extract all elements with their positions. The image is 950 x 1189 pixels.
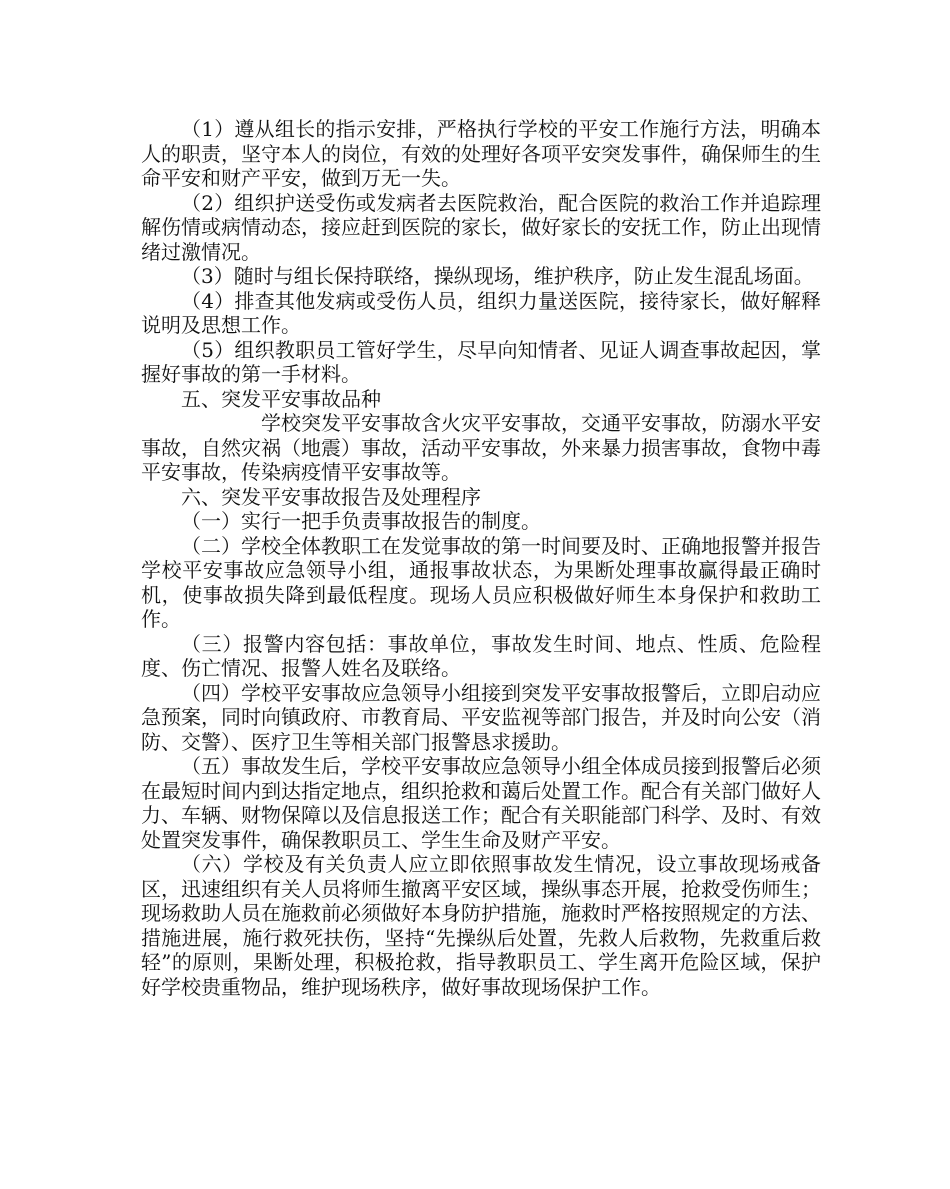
paragraph-duty-2: （2）组织护送受伤或发病者去医院救治，配合医院的救治工作并追踪理解伤情或病情动态，接应赶到医院的家长，做好家长的安抚工作，防止出现情绪过激情况。 — [141, 190, 821, 264]
paragraph-procedure-5: （五）事故发生后，学校平安事故应急领导小组全体成员接到报警后必须在最短时间内到达指定地点，组织抢救和蔼后处置工作。配合有关部门做好人力、车辆、财物保障以及信息报送工作；配合有关职能部门科学、及时、有效处置突发事件，确保教职员工、学生生命及财产平安。 — [141, 754, 821, 852]
paragraph-procedure-3: （三）报警内容包括：事故单位，事故发生时间、地点、性质、危险程度、伤亡情况、报警人姓名及联络。 — [141, 631, 821, 680]
paragraph-procedure-4: （四）学校平安事故应急领导小组接到突发平安事故报警后，立即启动应急预案，同时向镇政府、市教育局、平安监视等部门报告，并及时向公安（消防、交警）、医疗卫生等相关部门报警恳求援助。 — [141, 680, 821, 754]
paragraph-procedure-1: （一）实行一把手负责事故报告的制度。 — [181, 509, 541, 533]
section-heading-5: 五、突发平安事故品种 — [181, 386, 381, 411]
paragraph-accident-types: 学校突发平安事故含火灾平安事故，交通平安事故，防溺水平安事故，自然灾祸（地震）事故，活动平安事故，外来暴力损害事故，食物中毒平安事故，传染病疫情平安事故等。 — [141, 411, 821, 484]
section-heading-6: 六、突发平安事故报告及处理程序 — [181, 484, 481, 509]
document-body — [141, 117, 821, 999]
paragraph-duty-1: （1）遵从组长的指示安排，严格执行学校的平安工作施行方法，明确本人的职责，坚守本人的岗位，有效的处理好各项平安突发事件，确保师生的生命平安和财产平安，做到万无一失。 — [141, 117, 821, 190]
paragraph-duty-5: （5）组织教职员工管好学生，尽早向知情者、见证人调查事故起因，掌握好事故的第一手材料。 — [141, 337, 821, 386]
paragraph-procedure-2: （二）学校全体教职工在发觉事故的第一时间要及时、正确地报警并报告学校平安事故应急领导小组，通报事故状态，为果断处理事故赢得最正确时机，使事故损失降到最低程度。现场人员应积极做好师生本身保护和救助工作。 — [141, 533, 821, 631]
paragraph-procedure-6: （六）学校及有关负责人应立即依照事故发生情况，设立事故现场戒备区，迅速组织有关人员将师生撤离平安区域，操纵事态开展，抢救受伤师生；现场救助人员在施救前必须做好本身防护措施，施救时严格按照规定的方法、措施进展，施行救死扶伤，坚持“先操纵后处置，先救人后救物，先救重后救轻”的原则，果断处理，积极抢救，指导教职员工、学生离开危险区域，保护好学校贵重物品，维护现场秩序，做好事故现场保护工作。 — [141, 852, 821, 999]
paragraph-duty-4: （4）排查其他发病或受伤人员，组织力量送医院，接待家长，做好解释说明及思想工作。 — [141, 288, 821, 337]
paragraph-duty-3: （3）随时与组长保持联络，操纵现场，维护秩序，防止发生混乱场面。 — [181, 264, 814, 288]
